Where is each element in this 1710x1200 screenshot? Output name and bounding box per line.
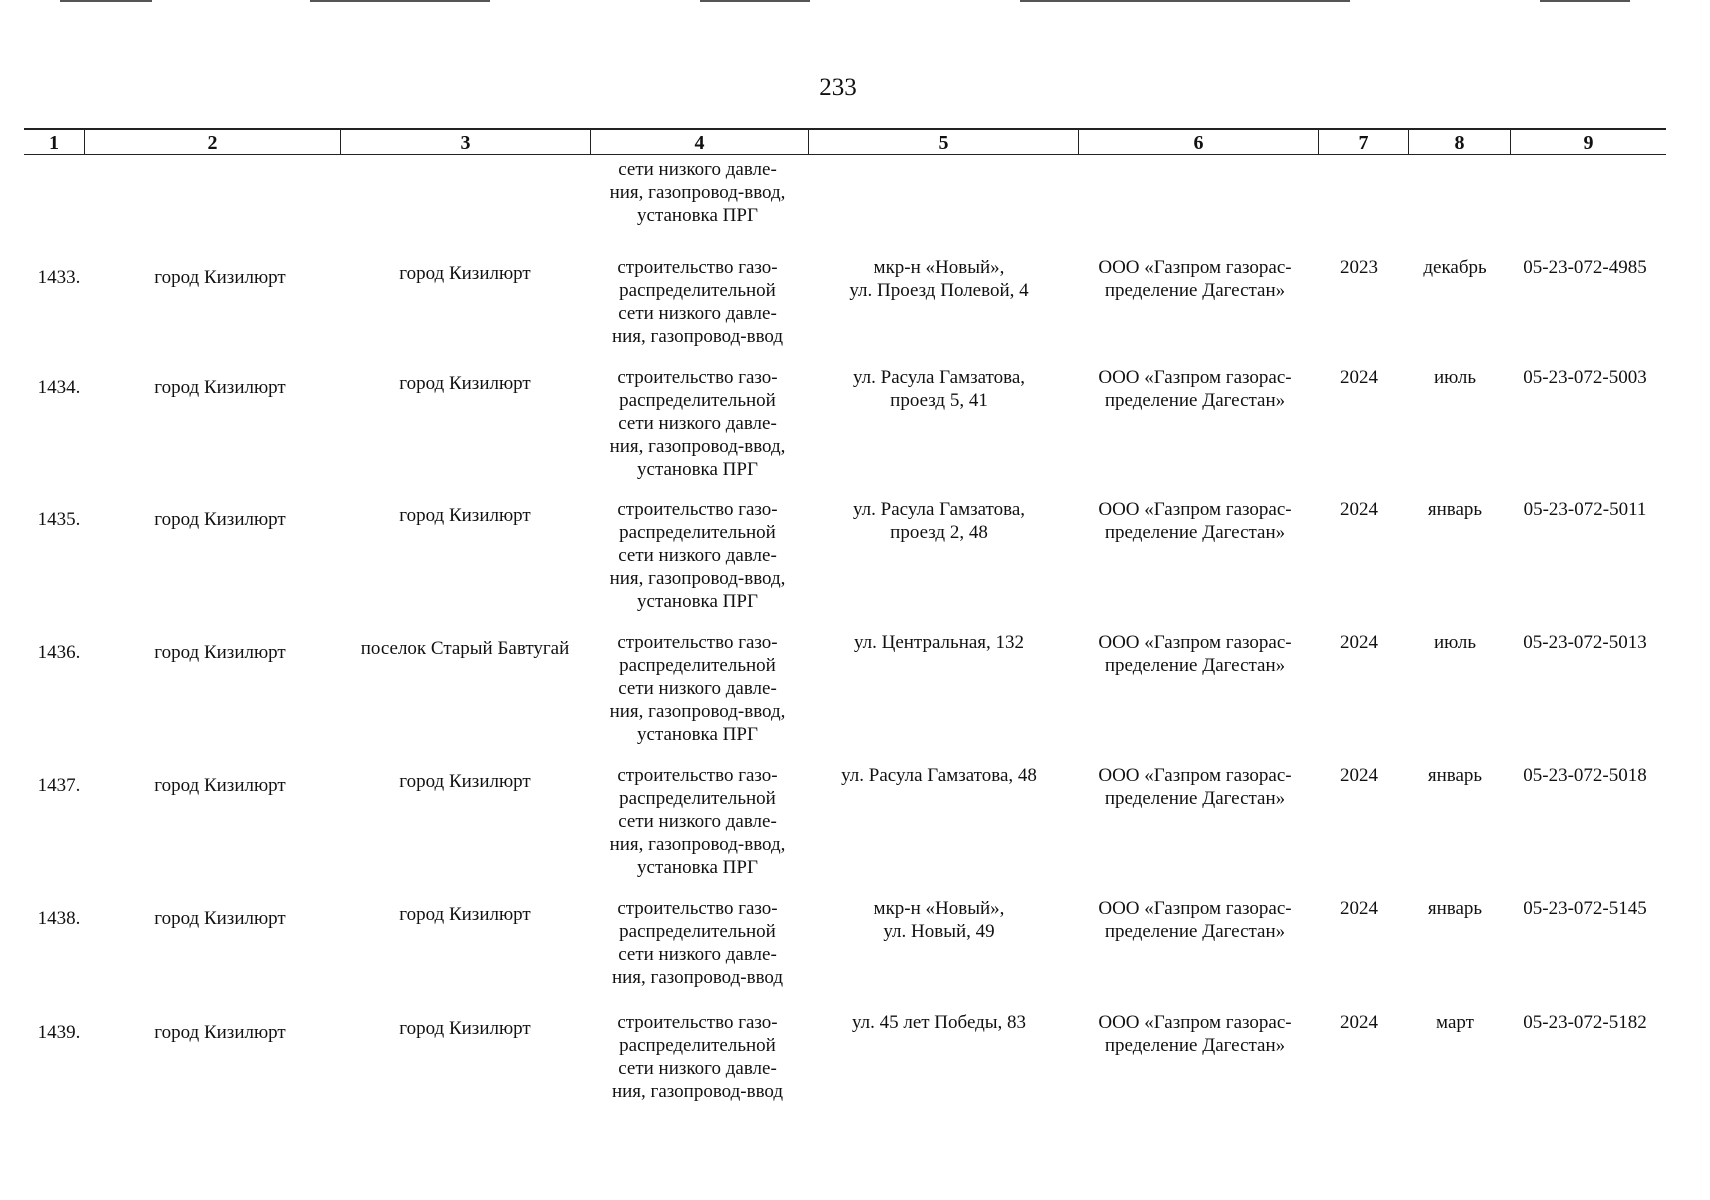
scan-edge-rule: [1540, 0, 1630, 2]
address-line: ул. Расула Гамзатова,: [852, 499, 1026, 520]
registration-code: 05-23-072-5018: [1523, 765, 1647, 786]
locality: город Кизилюрт: [399, 1018, 531, 1039]
organization: [1075, 366, 1315, 412]
registration-code: 05-23-072-5145: [1523, 898, 1647, 919]
address-line: проезд 2, 48: [890, 522, 988, 543]
work-description-line: ния, газопровод-ввод: [611, 967, 784, 988]
column-header-1: 1: [49, 132, 59, 154]
column-header-3: 3: [340, 130, 590, 154]
locality: город Кизилюрт: [399, 263, 531, 284]
registration-code: 05-23-072-5003: [1523, 367, 1647, 388]
organization: [1075, 256, 1315, 302]
organization-line: пределение Дагестан»: [1104, 280, 1286, 301]
work-description: [590, 256, 805, 348]
work-description-line: ния, газопровод-ввод,: [609, 701, 786, 722]
organization-line: пределение Дагестан»: [1104, 788, 1286, 809]
address-line: мкр-н «Новый»,: [873, 257, 1005, 278]
page-number: 233: [819, 74, 857, 101]
column-header-7: 7: [1318, 130, 1408, 154]
month: январь: [1427, 765, 1483, 786]
work-description-line: сети низкого давле-: [618, 944, 777, 965]
work-description-line: строительство газо-: [617, 499, 778, 520]
registration-code: 05-23-072-4985: [1523, 257, 1647, 278]
year: 2024: [1340, 1012, 1378, 1033]
work-description: [590, 897, 805, 989]
work-description-line: строительство газо-: [617, 632, 778, 653]
address: [808, 256, 1070, 302]
row-number: 1435.: [37, 509, 81, 530]
registration-code: 05-23-072-5182: [1523, 1012, 1647, 1033]
organization: [1075, 897, 1315, 943]
work-description-line: распределительной: [619, 788, 776, 809]
column-header-8: 8: [1408, 130, 1510, 154]
locality: город Кизилюрт: [399, 505, 531, 526]
work-description-line: сети низкого давле-: [618, 303, 777, 324]
work-description-line: строительство газо-: [617, 367, 778, 388]
locality: город Кизилюрт: [399, 373, 531, 394]
row-number: 1439.: [37, 1022, 81, 1043]
address-line: ул. Расула Гамзатова,: [852, 367, 1026, 388]
municipality: город Кизилюрт: [154, 908, 286, 929]
work-description-line: ния, газопровод-ввод,: [609, 436, 786, 457]
work-line: установка ПРГ: [637, 205, 758, 226]
address: [808, 366, 1070, 412]
row-number: 1434.: [37, 377, 81, 398]
organization-line: ООО «Газпром газорас-: [1098, 765, 1292, 786]
municipality: город Кизилюрт: [154, 1022, 286, 1043]
work-description-line: строительство газо-: [617, 257, 778, 278]
month: март: [1436, 1012, 1474, 1033]
scan-edge-rule: [1020, 0, 1350, 2]
column-header-2: 2: [84, 130, 340, 154]
work-description-line: распределительной: [619, 522, 776, 543]
work-description-line: сети низкого давле-: [618, 1058, 777, 1079]
work-line: ния, газопровод-ввод,: [609, 182, 786, 203]
organization: [1075, 631, 1315, 677]
work-description: [590, 764, 805, 879]
municipality: город Кизилюрт: [154, 642, 286, 663]
address-line: мкр-н «Новый»,: [873, 898, 1005, 919]
address-line: ул. 45 лет Победы, 83: [851, 1012, 1027, 1033]
column-header-4: 4: [590, 130, 808, 154]
work-description-line: сети низкого давле-: [618, 413, 777, 434]
work-description-line: установка ПРГ: [637, 459, 758, 480]
year: 2024: [1340, 898, 1378, 919]
month: июль: [1433, 632, 1477, 653]
organization: [1075, 764, 1315, 810]
work-description-line: ния, газопровод-ввод,: [609, 834, 786, 855]
address: [808, 498, 1070, 544]
locality: поселок Старый Бавтугай: [360, 638, 570, 659]
organization: [1075, 1011, 1315, 1057]
work-description-line: распределительной: [619, 1035, 776, 1056]
registration-code: 05-23-072-5013: [1523, 632, 1647, 653]
work-line: сети низкого давле-: [618, 159, 777, 180]
row-number: 1436.: [37, 642, 81, 663]
work-description-line: распределительной: [619, 921, 776, 942]
work-description: [590, 1011, 805, 1103]
scan-edge-rule: [700, 0, 810, 2]
row-number: 1433.: [37, 267, 81, 288]
row-number: 1438.: [37, 908, 81, 929]
work-description-line: сети низкого давле-: [618, 545, 777, 566]
work-description-line: распределительной: [619, 655, 776, 676]
organization-line: пределение Дагестан»: [1104, 390, 1286, 411]
work-description-line: строительство газо-: [617, 765, 778, 786]
organization-line: ООО «Газпром газорас-: [1098, 499, 1292, 520]
month: июль: [1433, 367, 1477, 388]
work-description: [590, 631, 805, 746]
work-description-line: ния, газопровод-ввод: [611, 1081, 784, 1102]
work-description-line: распределительной: [619, 390, 776, 411]
organization-line: ООО «Газпром газорас-: [1098, 367, 1292, 388]
organization-line: ООО «Газпром газорас-: [1098, 632, 1292, 653]
registration-code: 05-23-072-5011: [1523, 499, 1647, 520]
address-line: ул. Проезд Полевой, 4: [849, 280, 1029, 301]
locality: город Кизилюрт: [399, 904, 531, 925]
organization-line: пределение Дагестан»: [1104, 1035, 1286, 1056]
year: 2024: [1340, 632, 1378, 653]
year: 2024: [1340, 765, 1378, 786]
year: 2024: [1340, 367, 1378, 388]
address-line: ул. Расула Гамзатова, 48: [841, 765, 1037, 786]
address: [808, 764, 1070, 787]
organization-line: ООО «Газпром газорас-: [1098, 257, 1292, 278]
organization-line: пределение Дагестан»: [1104, 921, 1286, 942]
column-header-6: 6: [1078, 130, 1318, 154]
work-description: [590, 498, 805, 613]
municipality: город Кизилюрт: [154, 267, 286, 288]
year: 2024: [1340, 499, 1378, 520]
table-header: [24, 128, 1666, 155]
address-line: ул. Центральная, 132: [853, 632, 1025, 653]
address-line: ул. Новый, 49: [883, 921, 995, 942]
month: январь: [1427, 499, 1483, 520]
address: [808, 1011, 1070, 1034]
work-description-line: установка ПРГ: [637, 591, 758, 612]
organization: [1075, 498, 1315, 544]
organization-line: пределение Дагестан»: [1104, 655, 1286, 676]
column-header-5: 5: [808, 130, 1078, 154]
continuation-work-description: [590, 158, 805, 227]
year: 2023: [1340, 257, 1378, 278]
work-description-line: установка ПРГ: [637, 857, 758, 878]
municipality: город Кизилюрт: [154, 509, 286, 530]
work-description-line: ния, газопровод-ввод: [611, 326, 784, 347]
scan-edge-rule: [60, 0, 152, 2]
row-number: 1437.: [37, 775, 81, 796]
column-header-9: 9: [1510, 130, 1666, 154]
organization-line: ООО «Газпром газорас-: [1098, 898, 1292, 919]
month: январь: [1427, 898, 1483, 919]
address-line: проезд 5, 41: [890, 390, 988, 411]
work-description-line: установка ПРГ: [637, 724, 758, 745]
municipality: город Кизилюрт: [154, 377, 286, 398]
month: декабрь: [1423, 257, 1487, 278]
work-description-line: ния, газопровод-ввод,: [609, 568, 786, 589]
work-description-line: сети низкого давле-: [618, 678, 777, 699]
work-description-line: распределительной: [619, 280, 776, 301]
organization-line: ООО «Газпром газорас-: [1098, 1012, 1292, 1033]
address: [808, 631, 1070, 654]
organization-line: пределение Дагестан»: [1104, 522, 1286, 543]
work-description-line: сети низкого давле-: [618, 811, 777, 832]
municipality: город Кизилюрт: [154, 775, 286, 796]
work-description: [590, 366, 805, 481]
locality: город Кизилюрт: [399, 771, 531, 792]
work-description-line: строительство газо-: [617, 1012, 778, 1033]
address: [808, 897, 1070, 943]
work-description-line: строительство газо-: [617, 898, 778, 919]
scan-edge-rule: [310, 0, 490, 2]
